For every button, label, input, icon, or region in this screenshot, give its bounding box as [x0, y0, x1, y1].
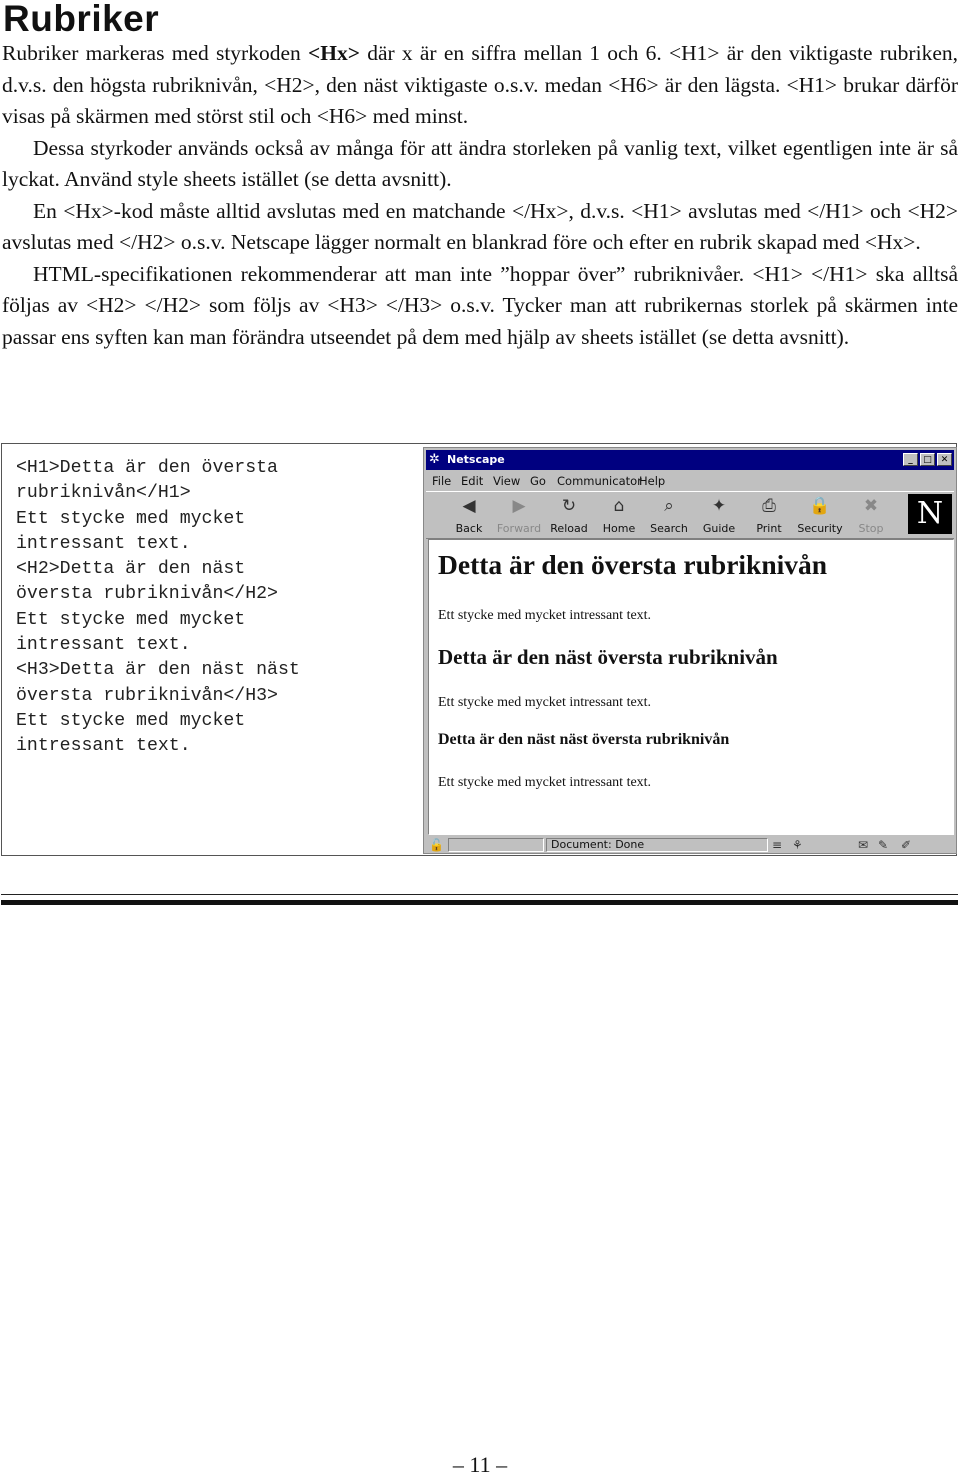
status-bar — [426, 837, 954, 853]
print-label: Print — [756, 522, 782, 535]
search-icon: ⌕ — [664, 496, 674, 516]
code-line: <H2>Detta är den näst — [16, 559, 246, 580]
paragraph-3: En <Hx>-kod måste alltid avslutas med en matchande </Hx>, d.v.s. <H1> avslutas med </H1> och <H2> avslutas med </H2> o.s.v. Netscape lägger normalt en blankrad före och efter en rubrik skapad med <Hx>. — [2, 198, 958, 254]
home-button[interactable] — [594, 494, 644, 536]
rendered-paragraph-2: Ett stycke med mycket intressant text. — [438, 695, 652, 710]
signal-icon: ⚘ — [792, 838, 803, 852]
code-line: rubriknivån</H1> — [16, 483, 191, 504]
netscape-logo: N — [908, 494, 952, 534]
security-status-icon[interactable]: 🔓 — [429, 838, 444, 852]
menu-help[interactable]: Help — [639, 474, 666, 488]
rendered-paragraph-3: Ett stycke med mycket intressant text. — [438, 775, 652, 790]
stop-label: Stop — [858, 522, 884, 535]
rendered-h1: Detta är den översta rubriknivån — [438, 549, 828, 580]
body-text — [2, 38, 958, 353]
paragraph-2: Dessa styrkoder används också av många för att ändra storleken på vanlig text, vilket egentligen inte är så lyckat. Använd style sheets istället (se detta avsnitt). — [2, 135, 958, 191]
print-button[interactable] — [744, 494, 794, 536]
mail-icon[interactable]: ✉ — [858, 838, 869, 852]
menubar — [426, 471, 954, 491]
window-title: Netscape — [447, 453, 505, 466]
code-line: <H3>Detta är den näst näst — [16, 660, 300, 681]
page-number: – 11 – — [452, 1452, 508, 1477]
home-label: Home — [602, 522, 636, 535]
menu-go[interactable]: Go — [530, 474, 546, 488]
rendered-h3: Detta är den näst näst översta rubriknivån — [438, 731, 730, 748]
browser-content — [428, 539, 954, 835]
back-icon: ◀ — [462, 496, 476, 516]
code-line: intressant text. — [16, 736, 191, 757]
example-figure — [1, 443, 957, 856]
guide-label: Guide — [702, 522, 736, 535]
back-button[interactable] — [444, 494, 494, 536]
code-line: Ett stycke med mycket — [16, 508, 246, 529]
forward-icon: ▶ — [512, 496, 526, 516]
minimize-button[interactable]: _ — [903, 453, 918, 466]
paragraph-1-bold: <Hx> — [307, 41, 360, 65]
netscape-window-icon: ✲ — [429, 452, 440, 467]
forward-label: Forward — [496, 522, 542, 535]
code-line: <H1>Detta är den översta — [16, 458, 278, 478]
menu-edit[interactable]: Edit — [461, 474, 484, 488]
composer-icon[interactable]: ✐ — [901, 838, 912, 852]
reload-icon: ↻ — [561, 496, 577, 516]
close-button[interactable]: ✕ — [937, 453, 952, 466]
code-example — [16, 456, 300, 760]
browser-titlebar — [426, 450, 954, 470]
guide-button[interactable] — [694, 494, 744, 536]
code-line: översta rubriknivån</H2> — [16, 584, 278, 605]
forward-button[interactable] — [494, 494, 544, 536]
menu-communicator[interactable]: Communicator — [557, 474, 642, 488]
lock-icon: 🔒 — [809, 496, 831, 516]
page-heading: Rubriker — [3, 0, 160, 39]
stop-icon: ✖ — [863, 496, 879, 516]
code-line: intressant text. — [16, 635, 191, 656]
code-line: Ett stycke med mycket — [16, 710, 246, 731]
print-icon: ⎙ — [762, 496, 776, 516]
divider-thick — [1, 900, 958, 905]
paragraph-4: HTML-specifikationen rekommenderar att man inte ”hoppar över” rubriknivåer. <H1> </H1> ska alltså följas av <H2> </H2> som följs av <H3> </H3> o.s.v. Tycker man att rubrikernas storlek på skärmen inte passar ens syften kan man förändra utseendet på dem med hjälp av sheets istället (se detta avsnitt). — [2, 261, 958, 349]
browser-window — [423, 447, 957, 854]
guide-icon: ✦ — [711, 496, 727, 516]
progress-cell — [448, 838, 544, 852]
rendered-h2: Detta är den näst översta rubriknivån — [438, 645, 778, 669]
paragraph-1 — [2, 38, 958, 133]
security-label: Security — [797, 522, 843, 535]
search-label: Search — [650, 522, 688, 535]
reload-button[interactable] — [544, 494, 594, 536]
security-button[interactable] — [795, 494, 845, 536]
code-line: översta rubriknivån</H3> — [16, 685, 278, 706]
rendered-paragraph-1: Ett stycke med mycket intressant text. — [438, 608, 652, 623]
maximize-button[interactable]: □ — [920, 453, 935, 466]
paragraph-1-pre: Rubriker markeras med styrkoden — [2, 41, 308, 65]
search-button[interactable] — [644, 494, 694, 536]
component-icon[interactable]: ≡ — [772, 838, 783, 852]
discussion-icon[interactable]: ✎ — [878, 838, 889, 852]
paragraph-1-post: där x är en siffra mellan 1 och 6. <H1> är den viktigaste rubriken, d.v.s. den högsta rubriknivån, <H2>, den näst viktigaste o.s.v. medan <H6> är den lägsta. <H1> brukar därför visas på skärmen med störst stil och <H6> med minst. — [2, 41, 958, 128]
status-text: Document: Done — [546, 838, 768, 852]
reload-label: Reload — [550, 522, 588, 535]
code-line: intressant text. — [16, 533, 191, 554]
home-icon: ⌂ — [613, 496, 625, 516]
stop-button[interactable] — [846, 494, 896, 536]
menu-view[interactable]: View — [493, 474, 521, 488]
menu-file[interactable]: File — [432, 474, 452, 488]
back-label: Back — [455, 522, 483, 535]
navigation-toolbar — [426, 491, 954, 539]
code-line: Ett stycke med mycket — [16, 609, 246, 630]
divider-thin — [1, 894, 958, 895]
